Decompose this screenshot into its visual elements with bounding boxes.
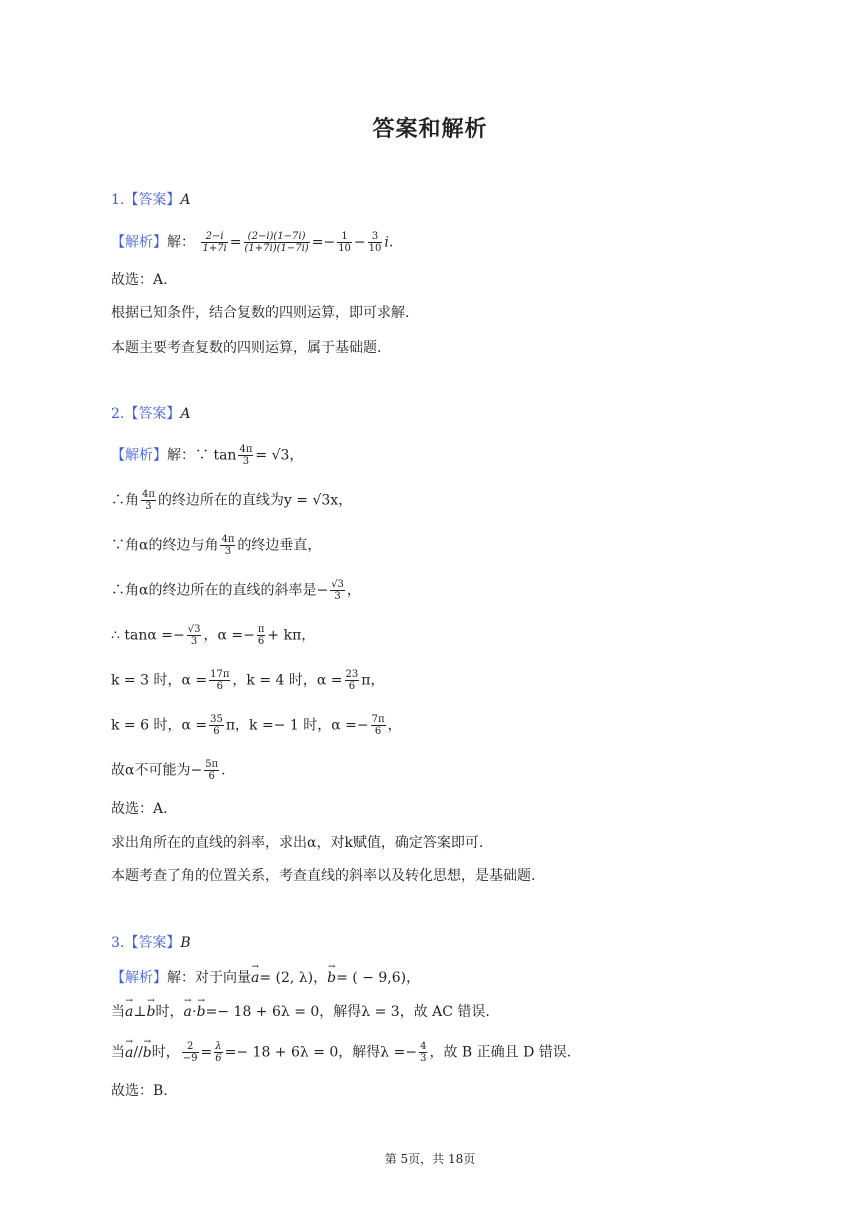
q1-analysis-lead: 解：: [167, 234, 195, 251]
q2-answer: A: [180, 406, 191, 422]
q3-line-3-e: =− 18 + 6λ = 0，解得λ =−: [224, 1044, 418, 1061]
q2-line-3-b: 的终边垂直，: [237, 537, 322, 554]
q3-line-3-frac-2-num: λ: [215, 1041, 222, 1052]
q3-line-1-a: 解：对于向量: [167, 970, 251, 986]
q3-line-3-d: =: [200, 1044, 213, 1061]
q1-analysis: [111, 231, 393, 254]
q3-line-2-c: 时，: [155, 1004, 184, 1020]
q2-line-6-c: π，: [361, 672, 385, 689]
q2-number: 2.: [111, 406, 125, 422]
q3-line-2-vec-b-2: → b: [197, 1002, 206, 1022]
q3-line-1-c: = ( − 9,6)，: [336, 970, 421, 986]
q2-answer-tag: 【答案】: [124, 406, 181, 422]
q2-line-2: [111, 489, 352, 512]
q2-line-2-b: 的终边所在的直线为y = √3x，: [157, 492, 353, 509]
q2-line-5-frac-1-num: √3: [187, 624, 201, 635]
q2-line-5-frac-1-den: 3: [190, 636, 198, 647]
page-footer: 第 5页，共 18页: [384, 1152, 476, 1166]
q2-line-5-b: ，α =−: [203, 627, 255, 644]
q2-line-7-frac-2-den: 6: [374, 726, 382, 737]
q1-answer: A: [180, 192, 191, 208]
q3-line-2-vec-b: → b: [147, 1002, 156, 1022]
q3-line-2-vec-a: → a: [125, 1002, 133, 1022]
q2-line-5-a: ∴ tanα =−: [111, 627, 185, 644]
q2-header: [111, 404, 190, 424]
q3-line-3-frac-2-den: 6: [215, 1053, 222, 1064]
q2-line-6-frac-1-den: 6: [216, 681, 223, 692]
q1-frac-4: [368, 231, 383, 254]
q2-line-3-frac: [220, 534, 235, 557]
q2-line-3-a: ∵角α的终边与角: [111, 537, 219, 554]
q2-line-7-frac-1-den: 6: [213, 726, 220, 737]
q2-line-7-c: ，: [387, 717, 402, 734]
q3-line-3-f: ，故 B 正确且 D 错误.: [429, 1044, 572, 1061]
q1-frac-3: [337, 231, 352, 254]
q3-analysis-tag: 【解析】: [111, 970, 167, 986]
q2-line-1-a: 解：∵ tan: [167, 447, 237, 464]
q1-frac-4-num: 3: [368, 231, 383, 243]
q3-line-1-vec-a: → a: [251, 968, 259, 988]
q2-note-2: 本题考查了角的位置关系，考查直线的斜率以及转化思想，是基础题.: [111, 868, 536, 884]
q3-line-1-vec-b: → b: [327, 968, 336, 988]
page-title: 答案和解析: [372, 116, 488, 142]
q2-line-1-frac-num: 4π: [239, 444, 253, 455]
q1-eq-2: =−: [311, 234, 336, 251]
q2-line-5-frac-1: [187, 624, 202, 647]
q2-line-6-frac-1: [209, 669, 230, 692]
q1-frac-3-den: 10: [338, 243, 351, 254]
q2-line-5-c: + kπ，: [267, 627, 316, 644]
q3-line-1: [111, 968, 420, 988]
q3-line-2-d: ⋅: [191, 1004, 197, 1020]
q1-frac-4-den: 10: [368, 243, 382, 254]
q2-line-7-b: π，k =− 1 时，α =−: [225, 717, 369, 734]
q2-line-7-frac-2: [371, 714, 386, 737]
q1-answer-tag: 【答案】: [124, 192, 181, 208]
q3-line-3: [111, 1041, 571, 1064]
q2-line-4-frac-num: √3: [331, 579, 344, 590]
q2-line-2-frac-den: 3: [145, 501, 152, 512]
q2-line-7-frac-1-num: 35: [210, 714, 223, 725]
q3-line-2: [111, 1002, 490, 1022]
q2-line-1-b: = √3，: [255, 447, 304, 464]
q3-line-3-vec-b: → b: [143, 1043, 152, 1063]
q1-eq-1: =: [229, 234, 242, 251]
q1-note-2: 本题主要考查复数的四则运算，属于基础题.: [111, 340, 382, 356]
q1-frac-2-den: (1+7i)(1−7i): [244, 243, 309, 254]
q2-line-6-frac-2: [345, 669, 360, 692]
q2-line-6-a: k = 3 时，α =: [111, 672, 208, 689]
q2-line-2-frac: [141, 489, 156, 512]
q2-line-8-a: 故α不可能为−: [111, 762, 203, 779]
q1-number: 1.: [111, 192, 125, 208]
q1-frac-1: [201, 231, 227, 254]
q3-header: [111, 933, 191, 953]
q2-line-4-a: ∴角α的终边所在的直线的斜率是−: [111, 582, 329, 599]
q2-line-4-b: ，: [346, 582, 361, 599]
q3-line-1-b: = (2, λ)，: [259, 970, 328, 986]
q1-frac-2: [244, 231, 310, 254]
q2-line-3: [111, 534, 321, 557]
q2-line-8-frac: [204, 759, 219, 782]
q2-line-6-frac-2-den: 6: [348, 681, 356, 692]
q3-line-3-frac-3-den: 3: [420, 1053, 427, 1064]
q3-line-2-a: 当: [111, 1004, 125, 1020]
q2-line-7-a: k = 6 时，α =: [111, 717, 208, 734]
q2-line-4: [111, 579, 361, 602]
q3-line-3-c: 时，: [151, 1044, 180, 1061]
q3-choose: 故选：B.: [111, 1083, 168, 1099]
q1-frac-3-num: 1: [337, 231, 352, 243]
q1-frac-1-num: 2−i: [201, 231, 227, 243]
q3-line-3-frac-3: [419, 1041, 427, 1064]
q2-note-1: 求出角所在的直线的斜率，求出α，对k赋值，确定答案即可.: [111, 835, 484, 851]
q2-line-4-frac-den: 3: [334, 591, 341, 602]
q2-line-8-frac-den: 6: [208, 771, 215, 782]
q3-line-3-frac-1: [182, 1041, 199, 1064]
q2-line-5-frac-2: [257, 624, 266, 647]
q3-line-2-b: ⊥: [133, 1004, 147, 1020]
q2-line-6-frac-2-num: 23: [345, 669, 359, 680]
q1-tail: i.: [384, 234, 394, 251]
q2-line-8: [111, 759, 226, 782]
q3-line-3-frac-1-den: −9: [182, 1053, 198, 1064]
q2-line-3-frac-den: 3: [224, 546, 232, 557]
q2-line-5: [111, 624, 315, 647]
q3-answer: B: [180, 935, 191, 951]
q3-line-2-e: =− 18 + 6λ = 0，解得λ = 3，故 AC 错误.: [205, 1004, 490, 1020]
q2-line-5-frac-2-num: π: [257, 624, 265, 635]
q1-header: [111, 190, 190, 210]
q2-line-2-frac-num: 4π: [142, 489, 155, 500]
q2-line-3-frac-num: 4π: [221, 534, 235, 545]
q2-line-7-frac-1: [209, 714, 224, 737]
q3-answer-tag: 【答案】: [124, 935, 181, 951]
q3-line-3-a: 当: [111, 1044, 125, 1061]
q2-line-7-frac-2-num: 7π: [371, 714, 385, 725]
q1-note-1: 根据已知条件，结合复数的四则运算，即可求解.: [111, 305, 410, 321]
q1-choose: 故选：A.: [111, 272, 168, 288]
q2-line-8-frac-num: 5π: [205, 759, 219, 770]
q3-line-3-frac-3-num: 4: [420, 1041, 427, 1052]
q3-line-3-frac-1-num: 2: [182, 1041, 199, 1053]
q2-line-1-frac-den: 3: [242, 456, 250, 467]
q3-line-2-vec-a-2: → a: [184, 1002, 192, 1022]
q3-number: 3.: [111, 935, 125, 951]
q3-line-3-b: //: [133, 1044, 143, 1061]
q2-line-4-frac: [330, 579, 345, 602]
q1-minus: −: [353, 234, 366, 251]
q2-line-1-frac: [238, 444, 253, 467]
q3-line-3-frac-2: [214, 1041, 222, 1064]
q1-frac-1-den: 1+7i: [202, 243, 227, 254]
q2-line-6-b: ，k = 4 时，α =: [232, 672, 343, 689]
q2-line-6: [111, 669, 384, 692]
q2-line-1: [111, 444, 303, 467]
q2-analysis-tag: 【解析】: [111, 447, 167, 464]
q2-line-2-a: ∴角: [111, 492, 139, 509]
q2-choose: 故选：A.: [111, 801, 168, 817]
q2-line-8-b: .: [221, 762, 226, 779]
q1-analysis-tag: 【解析】: [111, 234, 167, 251]
q2-line-7: [111, 714, 402, 737]
q1-frac-2-num: (2−i)(1−7i): [244, 231, 310, 243]
q3-line-3-vec-a: → a: [125, 1043, 133, 1063]
q2-line-6-frac-1-num: 17π: [210, 669, 230, 680]
q2-line-5-frac-2-den: 6: [257, 636, 265, 647]
